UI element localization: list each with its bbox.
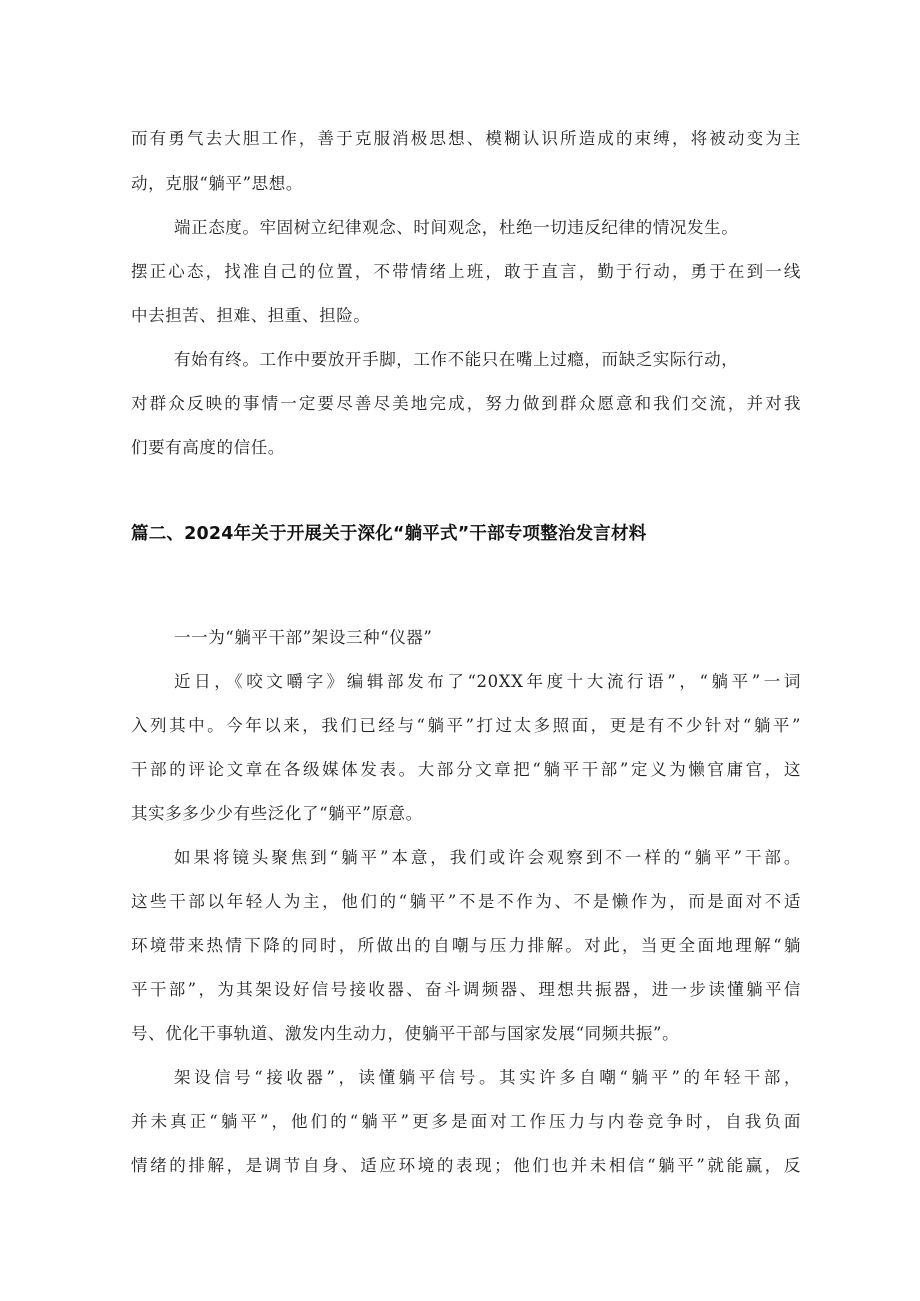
text-line: 干部的评论文章在各级媒体发表。大部分文章把“躺平干部”定义为懒官庸官，这: [131, 760, 801, 779]
text-line: 近日，《咬文嚼字》编辑部发布了“20XX年度十大流行语”，“躺平”一词: [174, 672, 801, 691]
section-heading: 篇二、2024年关于开展关于深化“躺平式”干部专项整治发言材料: [131, 524, 647, 544]
text-line: 中去担苦、担难、担重、担险。: [131, 306, 371, 325]
text-line: 平干部”，为其架设好信号接收器、奋斗调频器、理想共振器，进一步读懂躺平信: [131, 980, 801, 999]
text-line: 情绪的排解，是调节自身、适应环境的表现；他们也并未相信“躺平”就能赢，反: [131, 1156, 801, 1175]
text-line: 如果将镜头聚焦到“躺平”本意，我们或许会观察到不一样的“躺平”干部。: [174, 848, 801, 867]
text-line: 这些干部以年轻人为主，他们的“躺平”不是不作为、不是懒作为，而是面对不适: [131, 892, 801, 911]
text-line: 入列其中。今年以来，我们已经与“躺平”打过太多照面，更是有不少针对“躺平”: [131, 716, 801, 735]
text-line: 并未真正“躺平”，他们的“躺平”更多是面对工作压力与内卷竞争时，自我负面: [131, 1112, 801, 1131]
text-line: 有始有终。工作中要放开手脚，工作不能只在嘴上过瘾，而缺乏实际行动，: [174, 350, 739, 369]
text-line: 动，克服“躺平”思想。: [131, 174, 303, 193]
text-line: 而有勇气去大胆工作，善于克服消极思想、模糊认识所造成的束缚，将被动变为主: [131, 129, 801, 148]
text-line: 环境带来热情下降的同时，所做出的自嘲与压力排解。对此，当更全面地理解“躺: [131, 936, 801, 955]
text-line: 其实多多少少有些泛化了“躺平”原意。: [131, 804, 423, 823]
text-line: 对群众反映的事情一定要尽善尽美地完成，努力做到群众愿意和我们交流，并对我: [131, 394, 801, 413]
text-line: 号、优化干事轨道、激发内生动力，使躺平干部与国家发展“同频共振”。: [131, 1024, 680, 1043]
text-line: 架设信号“接收器”，读懂躺平信号。其实许多自嘲“躺平”的年轻干部，: [174, 1068, 801, 1087]
section-subtitle: 一一为“躺平干部”架设三种“仪器”: [174, 628, 433, 647]
text-line: 们要有高度的信任。: [131, 438, 285, 457]
text-line: 摆正心态，找准自己的位置，不带情绪上班，敢于直言，勤于行动，勇于在到一线: [131, 262, 801, 281]
text-line: 端正态度。牢固树立纪律观念、时间观念，杜绝一切违反纪律的情况发生。: [174, 218, 739, 237]
